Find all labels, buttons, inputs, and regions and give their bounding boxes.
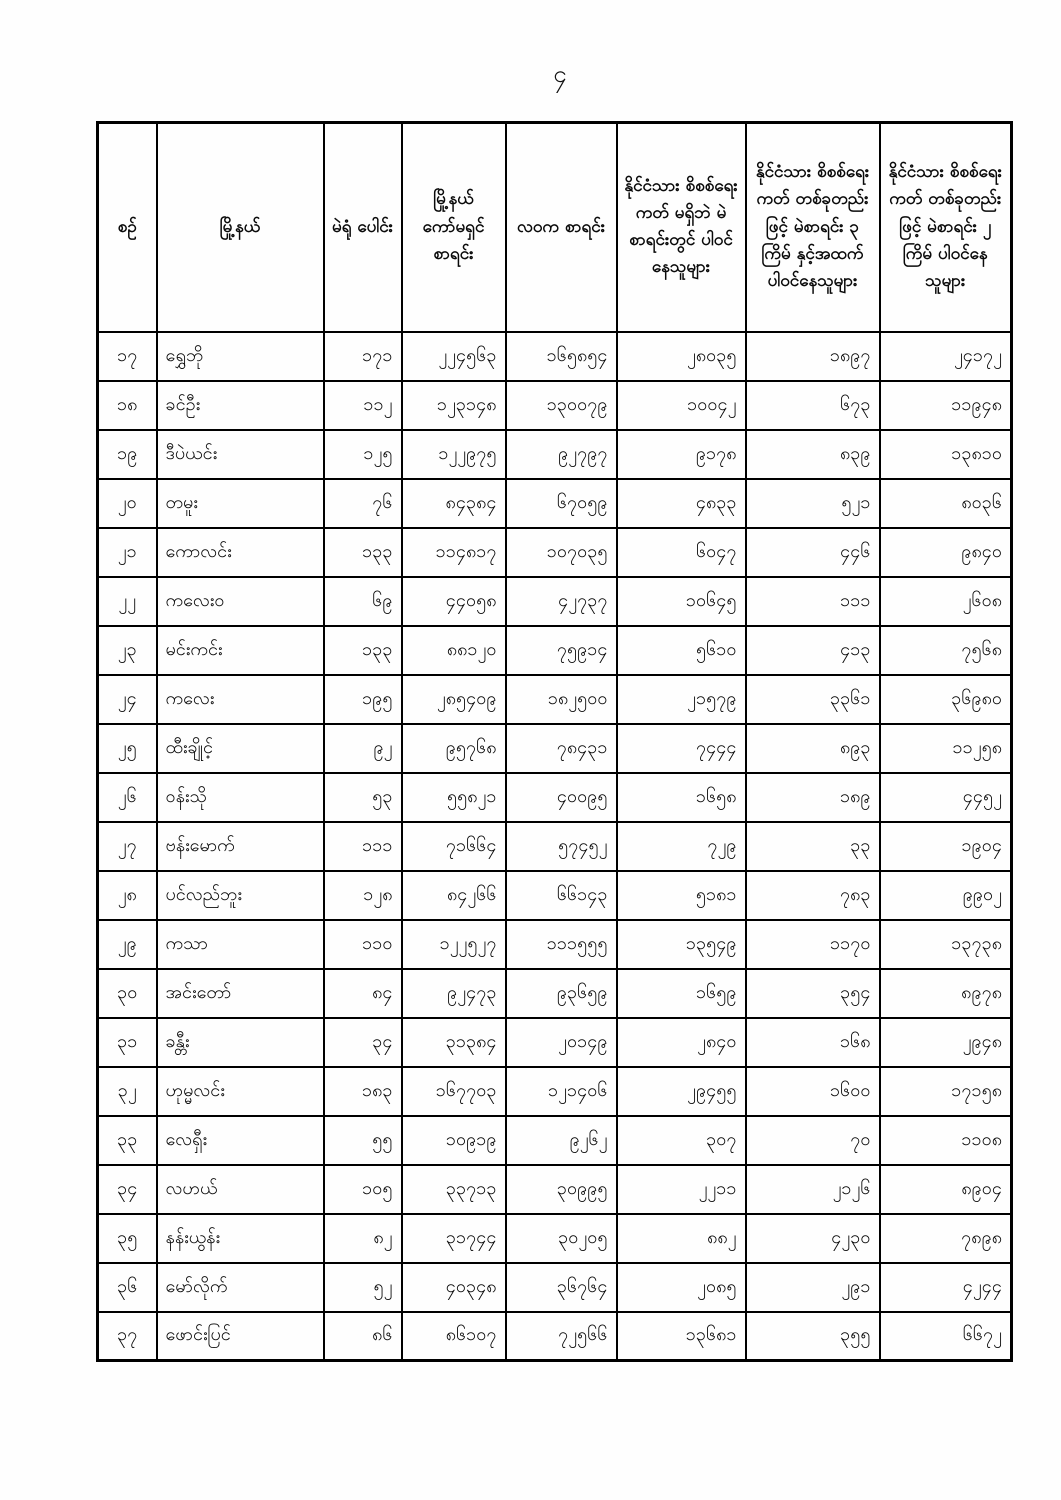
- table-cell: ၁၀၀၄၂: [617, 381, 746, 430]
- table-cell: ၆၆၇၂: [880, 1312, 1012, 1361]
- table-cell: ၁၁၂၅၈: [880, 724, 1012, 773]
- table-cell: ၁၂၂၉၇၅: [402, 430, 506, 479]
- voter-list-table: [96, 121, 1013, 1362]
- table-cell: ၄၀၃၄၈: [402, 1263, 506, 1312]
- table-cell: ကလေး: [157, 675, 324, 724]
- table-cell: ၂၄၁၇၂: [880, 332, 1012, 381]
- table-cell: ၁၃၈၁၀: [880, 430, 1012, 479]
- table-cell: ၅၃: [324, 773, 402, 822]
- table-cell: ၃၃၇၁၃: [402, 1165, 506, 1214]
- table-cell: ၈၈၁၂၀: [402, 626, 506, 675]
- table-cell: ၆၉: [324, 577, 402, 626]
- table-cell: ၁၃၆၈၁: [617, 1312, 746, 1361]
- table-cell: ၁၉၅: [324, 675, 402, 724]
- table-cell: ၁၀၅: [324, 1165, 402, 1214]
- table-cell: ၈၉၃: [746, 724, 880, 773]
- table-cell: ၃၄: [98, 1165, 157, 1214]
- table-cell: ၁၆၅၉: [617, 969, 746, 1018]
- table-cell: ၇၈၃: [746, 871, 880, 920]
- table-cell: ၁၇: [98, 332, 157, 381]
- table-cell: ၁၁၁၅၅၅: [506, 920, 617, 969]
- table-cell: ၉၂၄၇၃: [402, 969, 506, 1018]
- table-cell: ၄၂၄၄: [880, 1263, 1012, 1312]
- table-cell: ၂၂၄၅၆၃: [402, 332, 506, 381]
- header-serial: စဉ်: [98, 123, 157, 332]
- table-cell: ၇၀: [746, 1116, 880, 1165]
- table-cell: လဟယ်: [157, 1165, 324, 1214]
- table-row: [98, 724, 1012, 773]
- table-cell: ၁၁၂: [324, 381, 402, 430]
- table-cell: ၁၇၁: [324, 332, 402, 381]
- table-cell: ၈၂: [324, 1214, 402, 1263]
- header-same-nrc-3-or-more: နိုင်ငံသား စိစစ်ရေးကတ် တစ်ခုတည်းဖြင့် မဲစာရင်း ၃ ကြိမ် နှင့်အထက် ပါဝင်နေသူများ: [746, 123, 880, 332]
- table-cell: ၁၆၀၀: [746, 1067, 880, 1116]
- table-cell: ၁၆၅၈: [617, 773, 746, 822]
- table-cell: ၃၁၇၄၄: [402, 1214, 506, 1263]
- table-cell: ၄၁၃: [746, 626, 880, 675]
- table-cell: ၉၂: [324, 724, 402, 773]
- table-cell: ၈၆: [324, 1312, 402, 1361]
- table-row: [98, 1018, 1012, 1067]
- table-cell: ၃၃၆၁: [746, 675, 880, 724]
- table-row: [98, 773, 1012, 822]
- table-cell: ၁၀၉၁၉: [402, 1116, 506, 1165]
- table-row: [98, 1067, 1012, 1116]
- table-cell: ၃၁: [98, 1018, 157, 1067]
- table-cell: ၆၆၁၄၃: [506, 871, 617, 920]
- table-cell: ရွှေဘို: [157, 332, 324, 381]
- table-cell: ကလေးဝ: [157, 577, 324, 626]
- table-cell: ၇၆: [324, 479, 402, 528]
- table-cell: ၁၁၁: [746, 577, 880, 626]
- table-cell: ၉၈၄၀: [880, 528, 1012, 577]
- header-polling-stations: မဲရုံ ပေါင်း: [324, 123, 402, 332]
- table-cell: ၅၂၁: [746, 479, 880, 528]
- table-cell: ၁၇၁၅၈: [880, 1067, 1012, 1116]
- table-cell: ၇၅၆၈: [880, 626, 1012, 675]
- table-cell: ၁၃၀၀၇၉: [506, 381, 617, 430]
- table-row: [98, 675, 1012, 724]
- table-cell: ၃၆၇၆၄: [506, 1263, 617, 1312]
- table-row: [98, 1165, 1012, 1214]
- table-cell: ၁၂၅: [324, 430, 402, 479]
- table-cell: ၂၀: [98, 479, 157, 528]
- table-cell: ၂၈၄၀: [617, 1018, 746, 1067]
- table-cell: ၆၇၃: [746, 381, 880, 430]
- table-cell: ၂၆၀၈: [880, 577, 1012, 626]
- table-cell: ၁၀၇၀၃၅: [506, 528, 617, 577]
- header-township: မြို့နယ်: [157, 123, 324, 332]
- table-cell: ၁၃၃: [324, 626, 402, 675]
- table-cell: ၁၉၀၄: [880, 822, 1012, 871]
- table-cell: ၅၅: [324, 1116, 402, 1165]
- header-same-nrc-2-times: နိုင်ငံသား စိစစ်ရေးကတ် တစ်ခုတည်းဖြင့် မဲစာရင်း ၂ ကြိမ် ပါဝင်နေသူများ: [880, 123, 1012, 332]
- table-cell: မင်းကင်း: [157, 626, 324, 675]
- table-cell: ၈၈၂: [617, 1214, 746, 1263]
- table-cell: ဝန်းသို: [157, 773, 324, 822]
- table-cell: ၁၁၇၀: [746, 920, 880, 969]
- table-cell: ဗန်းမောက်: [157, 822, 324, 871]
- table-cell: ၃၁၃၈၄: [402, 1018, 506, 1067]
- table-body: [98, 332, 1012, 1361]
- table-cell: ၇၂၉: [617, 822, 746, 871]
- table-header-row: [98, 123, 1012, 332]
- table-cell: ၅၅၈၂၁: [402, 773, 506, 822]
- table-cell: ၄၄၆: [746, 528, 880, 577]
- table-cell: ၃၃: [746, 822, 880, 871]
- table-cell: ၂၃: [98, 626, 157, 675]
- table-cell: ၃၀၂၀၅: [506, 1214, 617, 1263]
- table-cell: ၂၄: [98, 675, 157, 724]
- table-cell: ၁၁၄၈၁၇: [402, 528, 506, 577]
- table-cell: ၃၅၄: [746, 969, 880, 1018]
- table-cell: ၁၃၃: [324, 528, 402, 577]
- table-cell: ၃၃: [98, 1116, 157, 1165]
- table-cell: ၉၉၀၂: [880, 871, 1012, 920]
- table-cell: ၂၂၁၁: [617, 1165, 746, 1214]
- table-cell: ဒီပဲယင်း: [157, 430, 324, 479]
- table-cell: ၈၉၀၄: [880, 1165, 1012, 1214]
- table-cell: ၆၀၄၇: [617, 528, 746, 577]
- table-cell: ၉၃၆၅၉: [506, 969, 617, 1018]
- table-row: [98, 577, 1012, 626]
- table-cell: ၅၆၁၀: [617, 626, 746, 675]
- table-cell: ၄၀၀၉၅: [506, 773, 617, 822]
- table-cell: ၁၂၃၁၄၈: [402, 381, 506, 430]
- table-cell: ၃၀: [98, 969, 157, 1018]
- table-cell: ၇၈၄၃၁: [506, 724, 617, 773]
- table-row: [98, 528, 1012, 577]
- table-cell: ၁၁၀၈: [880, 1116, 1012, 1165]
- table-cell: ၈၀၃၆: [880, 479, 1012, 528]
- table-cell: ၂၈၅၄၀၉: [402, 675, 506, 724]
- table-cell: ၇၁၆၆၄: [402, 822, 506, 871]
- table-cell: အင်းတော်: [157, 969, 324, 1018]
- table-cell: ၁၀၆၄၅: [617, 577, 746, 626]
- table-row: [98, 1116, 1012, 1165]
- table-row: [98, 332, 1012, 381]
- table-row: [98, 1263, 1012, 1312]
- table-cell: ၈၃၉: [746, 430, 880, 479]
- table-cell: ၃၆: [98, 1263, 157, 1312]
- table-cell: ၃၅၅: [746, 1312, 880, 1361]
- table-cell: ခင်ဦး: [157, 381, 324, 430]
- table-row: [98, 969, 1012, 1018]
- table-row: [98, 1214, 1012, 1263]
- header-commission-list: မြို့နယ် ကော်မရှင် စာရင်း: [402, 123, 506, 332]
- table-cell: ၉၁၇၈: [617, 430, 746, 479]
- table-cell: ၇၈၉၈: [880, 1214, 1012, 1263]
- table-cell: ၂၉၁: [746, 1263, 880, 1312]
- table-cell: ၃၇: [98, 1312, 157, 1361]
- table-cell: ၉၂၇၉၇: [506, 430, 617, 479]
- table-cell: ၂၇: [98, 822, 157, 871]
- table-cell: ၃၀၉၉၅: [506, 1165, 617, 1214]
- table-cell: ၄၂၃၀: [746, 1214, 880, 1263]
- table-cell: ၅၇၄၅၂: [506, 822, 617, 871]
- table-cell: ပင်လည်ဘူး: [157, 871, 324, 920]
- table-row: [98, 920, 1012, 969]
- table-cell: ထီးချိုင့်: [157, 724, 324, 773]
- table-cell: ၈၉၇၈: [880, 969, 1012, 1018]
- table-cell: ၁၈၂၅၀၀: [506, 675, 617, 724]
- table-cell: ၉၂၆၂: [506, 1116, 617, 1165]
- table-cell: ၁၈: [98, 381, 157, 430]
- table-cell: ၈၄၃၈၄: [402, 479, 506, 528]
- table-cell: ၁၆၇၇၀၃: [402, 1067, 506, 1116]
- table-cell: ၁၂၈: [324, 871, 402, 920]
- table-header: [98, 123, 1012, 332]
- table-cell: ၁၈၉၇: [746, 332, 880, 381]
- table-cell: ဟုမ္မလင်း: [157, 1067, 324, 1116]
- table-row: [98, 479, 1012, 528]
- table-cell: ၂၉၄၅၅: [617, 1067, 746, 1116]
- table-cell: ၂၈၀၃၅: [617, 332, 746, 381]
- table-cell: ၂၉: [98, 920, 157, 969]
- table-cell: ၁၈၉: [746, 773, 880, 822]
- table-cell: တမူး: [157, 479, 324, 528]
- table-cell: ၁၉: [98, 430, 157, 479]
- table-cell: ၂၂: [98, 577, 157, 626]
- table-row: [98, 381, 1012, 430]
- table-cell: ၁၆၈: [746, 1018, 880, 1067]
- table-cell: ၁၆၅၈၅၄: [506, 332, 617, 381]
- table-cell: မော်လိုက်: [157, 1263, 324, 1312]
- table-cell: ၇၅၉၁၄: [506, 626, 617, 675]
- table-row: [98, 871, 1012, 920]
- table-cell: ၂၀၁၄၉: [506, 1018, 617, 1067]
- table-cell: ၃၀၇: [617, 1116, 746, 1165]
- header-immigration-list: လဝက စာရင်း: [506, 123, 617, 332]
- table-cell: ၁၈၃: [324, 1067, 402, 1116]
- table-row: [98, 626, 1012, 675]
- table-cell: ကောလင်း: [157, 528, 324, 577]
- table-cell: ၂၉၄၈: [880, 1018, 1012, 1067]
- table-cell: နန်းယွန်း: [157, 1214, 324, 1263]
- table-cell: ၃၆၉၈၀: [880, 675, 1012, 724]
- header-no-nrc-in-list: နိုင်ငံသား စိစစ်ရေးကတ် မရှိဘဲ မဲစာရင်းတွင် ပါဝင်နေသူများ: [617, 123, 746, 332]
- table-cell: ၅၁၈၁: [617, 871, 746, 920]
- table-cell: ၉၅၇၆၈: [402, 724, 506, 773]
- table-cell: ၃၄: [324, 1018, 402, 1067]
- table-cell: ၅၂: [324, 1263, 402, 1312]
- table-cell: ကသာ: [157, 920, 324, 969]
- table-row: [98, 822, 1012, 871]
- table-cell: ၄၈၃၃: [617, 479, 746, 528]
- page-number: ၄: [553, 60, 567, 88]
- table-cell: ၄၄၀၅၈: [402, 577, 506, 626]
- table-row: [98, 1312, 1012, 1361]
- table-cell: ဖောင်းပြင်: [157, 1312, 324, 1361]
- table-cell: ၂၆: [98, 773, 157, 822]
- table-cell: ၂၀၈၅: [617, 1263, 746, 1312]
- table-cell: ၂၁၅၇၉: [617, 675, 746, 724]
- table-cell: ၁၃၇၃၈: [880, 920, 1012, 969]
- table-cell: ၁၂၁၄၀၆: [506, 1067, 617, 1116]
- table-cell: ၁၁၁: [324, 822, 402, 871]
- table-cell: ၁၁၀: [324, 920, 402, 969]
- table-cell: လေရှီး: [157, 1116, 324, 1165]
- table-cell: ၁၃၅၄၉: [617, 920, 746, 969]
- table-cell: ၇၄၄၄: [617, 724, 746, 773]
- table-row: [98, 430, 1012, 479]
- table-cell: ၃၅: [98, 1214, 157, 1263]
- table-cell: ၁၂၂၅၂၇: [402, 920, 506, 969]
- table-cell: ၆၇၀၅၉: [506, 479, 617, 528]
- table-cell: ၂၁: [98, 528, 157, 577]
- table-cell: ၄၂၇၃၇: [506, 577, 617, 626]
- table-cell: ၇၂၅၆၆: [506, 1312, 617, 1361]
- table-cell: ခန္တီး: [157, 1018, 324, 1067]
- table-cell: ၈၄၂၆၆: [402, 871, 506, 920]
- table-cell: ၃၂: [98, 1067, 157, 1116]
- table-cell: ၂၈: [98, 871, 157, 920]
- table-cell: ၄၄၅၂: [880, 773, 1012, 822]
- table-cell: ၂၁၂၆: [746, 1165, 880, 1214]
- table-cell: ၂၅: [98, 724, 157, 773]
- table-cell: ၈၄: [324, 969, 402, 1018]
- table-cell: ၁၁၉၄၈: [880, 381, 1012, 430]
- table-cell: ၈၆၁၀၇: [402, 1312, 506, 1361]
